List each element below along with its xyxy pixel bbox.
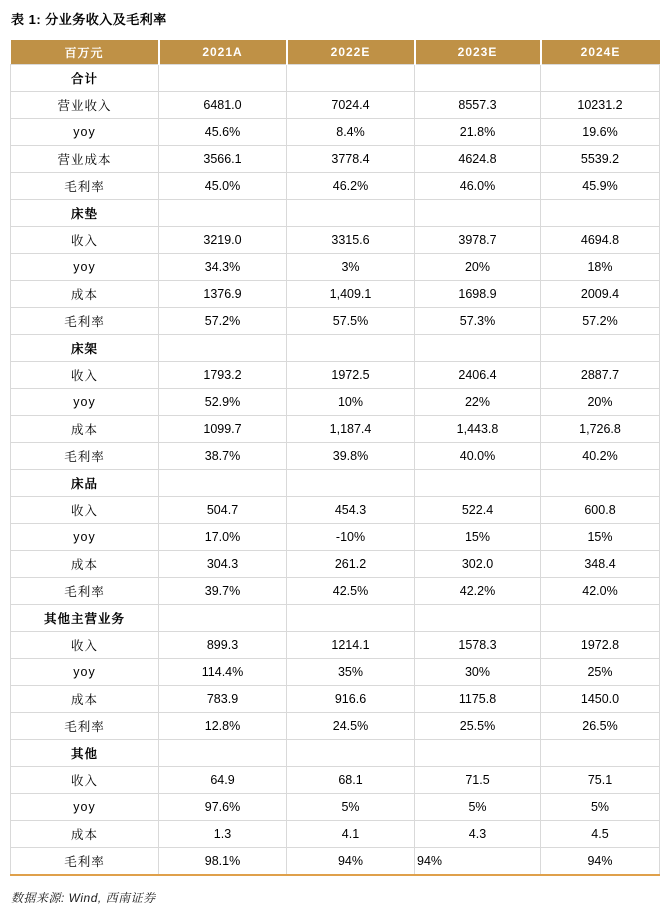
- value-cell: 24.5%: [287, 713, 415, 740]
- section-label: 其他: [11, 740, 159, 767]
- value-cell: 261.2: [287, 551, 415, 578]
- value-cell: [541, 335, 660, 362]
- value-cell: 34.3%: [159, 254, 287, 281]
- table-row: [11, 416, 660, 443]
- table-row: [11, 713, 660, 740]
- row-label: 营业成本: [11, 146, 159, 173]
- section-label: 床架: [11, 335, 159, 362]
- section-label: 床品: [11, 470, 159, 497]
- value-cell: 10231.2: [541, 92, 660, 119]
- value-cell: 783.9: [159, 686, 287, 713]
- value-cell: 52.9%: [159, 389, 287, 416]
- table-row: [11, 443, 660, 470]
- value-cell: 302.0: [415, 551, 541, 578]
- value-cell: [287, 605, 415, 632]
- table-row: [11, 659, 660, 686]
- value-cell: [541, 605, 660, 632]
- value-cell: 4.5: [541, 821, 660, 848]
- data-source-note: 数据来源: Wind, 西南证券: [11, 891, 156, 905]
- section-label: 其他主营业务: [11, 605, 159, 632]
- value-cell: 20%: [415, 254, 541, 281]
- value-cell: 64.9: [159, 767, 287, 794]
- value-cell: 1972.5: [287, 362, 415, 389]
- value-cell: [287, 200, 415, 227]
- value-cell: 39.8%: [287, 443, 415, 470]
- value-cell: [415, 65, 541, 92]
- value-cell: 38.7%: [159, 443, 287, 470]
- table-title: 表 1: 分业务收入及毛利率: [11, 12, 167, 27]
- value-cell: 1376.9: [159, 281, 287, 308]
- table-row: [11, 389, 660, 416]
- section-row: [11, 605, 660, 632]
- value-cell: [541, 65, 660, 92]
- row-label: 收入: [11, 632, 159, 659]
- value-cell: 1175.8: [415, 686, 541, 713]
- value-cell: 46.0%: [415, 173, 541, 200]
- value-cell: 1.3: [159, 821, 287, 848]
- section-label: 床垫: [11, 200, 159, 227]
- value-cell: 454.3: [287, 497, 415, 524]
- table-row: [11, 308, 660, 335]
- value-cell: [159, 470, 287, 497]
- value-cell: 504.7: [159, 497, 287, 524]
- table-row: [11, 551, 660, 578]
- header-cell-unit: 百万元: [11, 40, 159, 65]
- value-cell: 68.1: [287, 767, 415, 794]
- value-cell: 45.9%: [541, 173, 660, 200]
- value-cell: 3566.1: [159, 146, 287, 173]
- value-cell: 15%: [415, 524, 541, 551]
- row-label: 收入: [11, 497, 159, 524]
- section-row: [11, 200, 660, 227]
- row-label: 成本: [11, 686, 159, 713]
- row-label: 成本: [11, 551, 159, 578]
- value-cell: 348.4: [541, 551, 660, 578]
- value-cell: 1972.8: [541, 632, 660, 659]
- section-row: [11, 335, 660, 362]
- value-cell: [159, 335, 287, 362]
- value-cell: [541, 470, 660, 497]
- row-label: yoy: [11, 659, 159, 686]
- value-cell: 40.2%: [541, 443, 660, 470]
- table-row: [11, 362, 660, 389]
- value-cell: 8.4%: [287, 119, 415, 146]
- value-cell: 1578.3: [415, 632, 541, 659]
- table-row: [11, 767, 660, 794]
- row-label: yoy: [11, 524, 159, 551]
- value-cell: 114.4%: [159, 659, 287, 686]
- value-cell: 57.5%: [287, 308, 415, 335]
- row-label: yoy: [11, 119, 159, 146]
- value-cell: 2887.7: [541, 362, 660, 389]
- value-cell: 26.5%: [541, 713, 660, 740]
- value-cell: 4.1: [287, 821, 415, 848]
- value-cell: 17.0%: [159, 524, 287, 551]
- value-cell: 45.0%: [159, 173, 287, 200]
- row-label: 毛利率: [11, 713, 159, 740]
- value-cell: [287, 740, 415, 767]
- value-cell: [159, 605, 287, 632]
- value-cell: 57.3%: [415, 308, 541, 335]
- value-cell: 1,409.1: [287, 281, 415, 308]
- value-cell: 2009.4: [541, 281, 660, 308]
- table-row: [11, 524, 660, 551]
- row-label: yoy: [11, 794, 159, 821]
- value-cell: 94%: [415, 848, 541, 876]
- segment-revenue-margin-table: [10, 40, 660, 876]
- value-cell: 5539.2: [541, 146, 660, 173]
- table-row: [11, 146, 660, 173]
- value-cell: 35%: [287, 659, 415, 686]
- value-cell: 75.1: [541, 767, 660, 794]
- value-cell: 304.3: [159, 551, 287, 578]
- value-cell: 3%: [287, 254, 415, 281]
- value-cell: 5%: [415, 794, 541, 821]
- row-label: 毛利率: [11, 308, 159, 335]
- row-label: 营业收入: [11, 92, 159, 119]
- table-row: [11, 497, 660, 524]
- row-label: 收入: [11, 767, 159, 794]
- value-cell: 1,726.8: [541, 416, 660, 443]
- value-cell: [415, 740, 541, 767]
- header-cell-2024e: 2024E: [541, 40, 660, 65]
- value-cell: 22%: [415, 389, 541, 416]
- value-cell: 1793.2: [159, 362, 287, 389]
- table-row: [11, 227, 660, 254]
- value-cell: 21.8%: [415, 119, 541, 146]
- value-cell: -10%: [287, 524, 415, 551]
- value-cell: 1214.1: [287, 632, 415, 659]
- header-cell-2021a: 2021A: [159, 40, 287, 65]
- value-cell: 40.0%: [415, 443, 541, 470]
- table-row: [11, 632, 660, 659]
- table-row: [11, 281, 660, 308]
- value-cell: 5%: [287, 794, 415, 821]
- value-cell: 18%: [541, 254, 660, 281]
- value-cell: 42.5%: [287, 578, 415, 605]
- value-cell: [159, 65, 287, 92]
- row-label: 毛利率: [11, 173, 159, 200]
- value-cell: 3315.6: [287, 227, 415, 254]
- table-row: [11, 821, 660, 848]
- header-cell-2022e: 2022E: [287, 40, 415, 65]
- table-row: [11, 119, 660, 146]
- section-row: [11, 65, 660, 92]
- value-cell: 98.1%: [159, 848, 287, 876]
- value-cell: 600.8: [541, 497, 660, 524]
- value-cell: 4694.8: [541, 227, 660, 254]
- value-cell: [415, 335, 541, 362]
- value-cell: 6481.0: [159, 92, 287, 119]
- value-cell: 42.0%: [541, 578, 660, 605]
- value-cell: [287, 470, 415, 497]
- value-cell: [415, 470, 541, 497]
- value-cell: 39.7%: [159, 578, 287, 605]
- value-cell: 57.2%: [541, 308, 660, 335]
- value-cell: 899.3: [159, 632, 287, 659]
- row-label: 毛利率: [11, 443, 159, 470]
- table-row: [11, 848, 660, 876]
- value-cell: 97.6%: [159, 794, 287, 821]
- header-cell-2023e: 2023E: [415, 40, 541, 65]
- value-cell: 3778.4: [287, 146, 415, 173]
- value-cell: [541, 740, 660, 767]
- row-label: 成本: [11, 281, 159, 308]
- table-row: [11, 254, 660, 281]
- value-cell: 94%: [287, 848, 415, 876]
- value-cell: 4624.8: [415, 146, 541, 173]
- row-label: 成本: [11, 416, 159, 443]
- value-cell: [541, 200, 660, 227]
- value-cell: 19.6%: [541, 119, 660, 146]
- table-row: [11, 794, 660, 821]
- row-label: 毛利率: [11, 848, 159, 876]
- value-cell: 20%: [541, 389, 660, 416]
- table-row: [11, 173, 660, 200]
- row-label: yoy: [11, 389, 159, 416]
- value-cell: 15%: [541, 524, 660, 551]
- value-cell: 3978.7: [415, 227, 541, 254]
- value-cell: [415, 200, 541, 227]
- value-cell: 57.2%: [159, 308, 287, 335]
- value-cell: 46.2%: [287, 173, 415, 200]
- row-label: 收入: [11, 362, 159, 389]
- value-cell: 1450.0: [541, 686, 660, 713]
- value-cell: 45.6%: [159, 119, 287, 146]
- table-row: [11, 578, 660, 605]
- value-cell: 2406.4: [415, 362, 541, 389]
- value-cell: [415, 605, 541, 632]
- section-row: [11, 740, 660, 767]
- value-cell: 25.5%: [415, 713, 541, 740]
- value-cell: 10%: [287, 389, 415, 416]
- value-cell: 1099.7: [159, 416, 287, 443]
- row-label: 成本: [11, 821, 159, 848]
- value-cell: 3219.0: [159, 227, 287, 254]
- value-cell: 522.4: [415, 497, 541, 524]
- value-cell: 916.6: [287, 686, 415, 713]
- value-cell: 4.3: [415, 821, 541, 848]
- row-label: 毛利率: [11, 578, 159, 605]
- header-row: [11, 40, 660, 65]
- value-cell: 94%: [541, 848, 660, 876]
- value-cell: [159, 200, 287, 227]
- value-cell: 12.8%: [159, 713, 287, 740]
- value-cell: [159, 740, 287, 767]
- value-cell: 1698.9: [415, 281, 541, 308]
- value-cell: 1,443.8: [415, 416, 541, 443]
- value-cell: 71.5: [415, 767, 541, 794]
- section-row: [11, 470, 660, 497]
- value-cell: 42.2%: [415, 578, 541, 605]
- row-label: 收入: [11, 227, 159, 254]
- value-cell: 30%: [415, 659, 541, 686]
- value-cell: 1,187.4: [287, 416, 415, 443]
- section-label: 合计: [11, 65, 159, 92]
- value-cell: [287, 335, 415, 362]
- row-label: yoy: [11, 254, 159, 281]
- value-cell: 8557.3: [415, 92, 541, 119]
- table-row: [11, 686, 660, 713]
- value-cell: 7024.4: [287, 92, 415, 119]
- table-row: [11, 92, 660, 119]
- value-cell: 5%: [541, 794, 660, 821]
- value-cell: [287, 65, 415, 92]
- value-cell: 25%: [541, 659, 660, 686]
